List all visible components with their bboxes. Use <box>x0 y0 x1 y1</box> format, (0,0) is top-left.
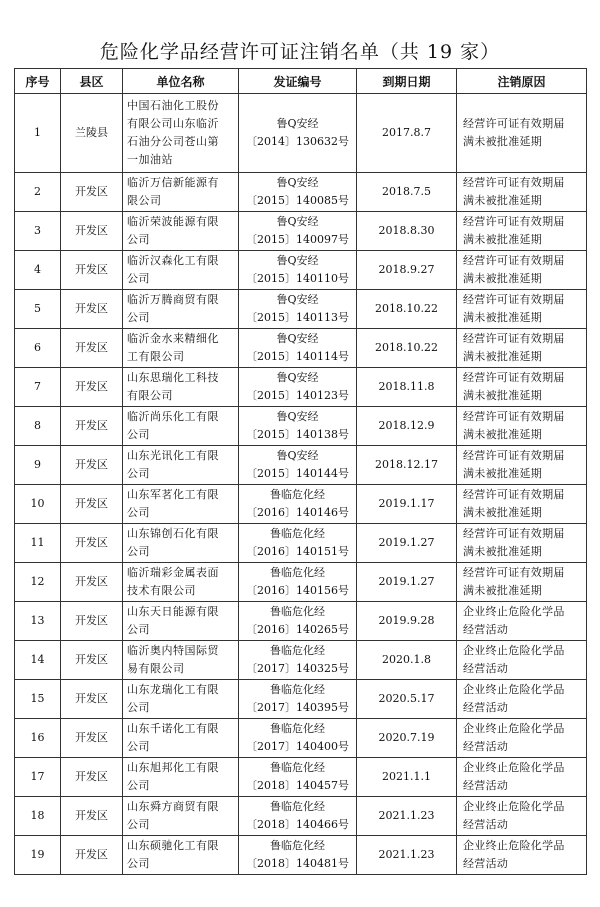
cell-county: 开发区 <box>61 368 123 407</box>
cell-company-name <box>123 329 239 368</box>
cell-revocation-reason <box>457 680 587 719</box>
table-row <box>15 758 587 797</box>
cell-revocation-reason-line: 经营许可证有效期届 <box>463 410 565 423</box>
cell-expiry-date: 2021.1.1 <box>357 758 457 797</box>
cell-cert-number-line: 鲁Q安经 <box>276 293 319 306</box>
cell-cert-number <box>239 602 357 641</box>
cell-county: 开发区 <box>61 173 123 212</box>
cell-number: 18 <box>15 797 61 836</box>
cell-cert-number-line: 鲁临危化经 <box>270 800 325 813</box>
table-row <box>15 173 587 212</box>
cell-company-name-line: 公司 <box>127 311 150 324</box>
cell-company-name-line: 临沂奥内特国际贸 <box>127 644 219 657</box>
cell-revocation-reason-line: 经营许可证有效期届 <box>463 215 565 228</box>
cell-number: 4 <box>15 251 61 290</box>
cell-revocation-reason-line: 经营许可证有效期届 <box>463 254 565 267</box>
cell-cert-number <box>239 797 357 836</box>
cell-cert-number-line: 鲁Q安经 <box>276 254 319 267</box>
table-row <box>15 329 587 368</box>
cell-revocation-reason-line: 经营许可证有效期届 <box>463 176 565 189</box>
cell-cert-number <box>239 407 357 446</box>
cell-cert-number <box>239 680 357 719</box>
cell-cert-number-line: 〔2018〕140466号 <box>246 818 349 831</box>
cell-company-name-line: 临沂瑞彩金属表面 <box>127 566 219 579</box>
header-county: 县区 <box>61 69 123 94</box>
cell-company-name <box>123 602 239 641</box>
cell-cert-number-line: 〔2015〕140085号 <box>246 194 349 207</box>
cell-revocation-reason-line: 企业终止危险化学品 <box>463 644 565 657</box>
cell-number: 1 <box>15 94 61 173</box>
cell-revocation-reason-line: 满未被批准延期 <box>463 350 543 363</box>
cell-cert-number <box>239 173 357 212</box>
cell-revocation-reason <box>457 329 587 368</box>
cell-county: 开发区 <box>61 212 123 251</box>
cell-cert-number-line: 〔2016〕140151号 <box>246 545 349 558</box>
cell-revocation-reason <box>457 407 587 446</box>
cell-county: 开发区 <box>61 524 123 563</box>
cell-cert-number-line: 〔2017〕140395号 <box>246 701 349 714</box>
cell-revocation-reason-line: 满未被批准延期 <box>463 428 543 441</box>
cell-revocation-reason-line: 满未被批准延期 <box>463 233 543 246</box>
cell-revocation-reason <box>457 524 587 563</box>
cell-expiry-date: 2019.1.17 <box>357 485 457 524</box>
cell-cert-number-line: 〔2015〕140114号 <box>246 350 349 363</box>
cell-revocation-reason-line: 经营活动 <box>463 701 509 714</box>
cell-expiry-date: 2020.1.8 <box>357 641 457 680</box>
table-row <box>15 719 587 758</box>
cell-company-name-line: 公司 <box>127 740 150 753</box>
cell-number: 14 <box>15 641 61 680</box>
cell-cert-number-line: 〔2018〕140481号 <box>246 857 349 870</box>
cell-revocation-reason-line: 企业终止危险化学品 <box>463 722 565 735</box>
cell-revocation-reason <box>457 251 587 290</box>
table-row <box>15 485 587 524</box>
cell-expiry-date: 2020.5.17 <box>357 680 457 719</box>
cell-number: 16 <box>15 719 61 758</box>
table-row <box>15 797 587 836</box>
header-row <box>15 69 587 94</box>
table-row <box>15 641 587 680</box>
header-reason: 注销原因 <box>457 69 587 94</box>
cell-cert-number-line: 鲁Q安经 <box>276 215 319 228</box>
cell-cert-number-line: 鲁Q安经 <box>276 117 319 130</box>
cell-cert-number-line: 鲁临危化经 <box>270 683 325 696</box>
cell-county: 开发区 <box>61 680 123 719</box>
cell-revocation-reason <box>457 797 587 836</box>
cell-company-name-line: 山东军茗化工有限 <box>127 488 219 501</box>
cell-cert-number <box>239 719 357 758</box>
cell-company-name-line: 临沂金水来精细化 <box>127 332 219 345</box>
cell-expiry-date: 2018.11.8 <box>357 368 457 407</box>
cell-revocation-reason-line: 满未被批准延期 <box>463 135 543 148</box>
cell-company-name-line: 石油分公司苍山第 <box>127 135 219 148</box>
cell-revocation-reason <box>457 758 587 797</box>
cell-company-name-line: 工有限公司 <box>127 350 185 363</box>
cell-company-name <box>123 212 239 251</box>
cell-number: 15 <box>15 680 61 719</box>
cell-company-name <box>123 173 239 212</box>
cell-company-name-line: 公司 <box>127 545 150 558</box>
cell-revocation-reason-line: 企业终止危险化学品 <box>463 800 565 813</box>
cell-company-name-line: 山东千诺化工有限 <box>127 722 219 735</box>
cell-revocation-reason <box>457 563 587 602</box>
cell-number: 12 <box>15 563 61 602</box>
cell-company-name-line: 临沂尚乐化工有限 <box>127 410 219 423</box>
cell-number: 3 <box>15 212 61 251</box>
cell-county: 开发区 <box>61 290 123 329</box>
cell-company-name-line: 山东硕驰化工有限 <box>127 839 219 852</box>
table-row <box>15 524 587 563</box>
cell-revocation-reason <box>457 368 587 407</box>
cell-company-name-line: 公司 <box>127 701 150 714</box>
cell-company-name <box>123 680 239 719</box>
cell-cert-number-line: 〔2015〕140123号 <box>246 389 349 402</box>
cell-cert-number <box>239 836 357 875</box>
cell-number: 10 <box>15 485 61 524</box>
cell-cert-number <box>239 485 357 524</box>
cell-cert-number <box>239 368 357 407</box>
cell-revocation-reason-line: 经营许可证有效期届 <box>463 449 565 462</box>
cell-company-name-line: 有限公司 <box>127 389 173 402</box>
cell-revocation-reason <box>457 290 587 329</box>
cell-company-name <box>123 719 239 758</box>
cell-county: 开发区 <box>61 836 123 875</box>
cell-revocation-reason-line: 经营活动 <box>463 623 509 636</box>
cell-cert-number-line: 〔2015〕140097号 <box>246 233 349 246</box>
cell-cert-number <box>239 524 357 563</box>
cell-county: 开发区 <box>61 485 123 524</box>
cell-company-name-line: 有限公司山东临沂 <box>127 117 219 130</box>
cell-revocation-reason-line: 满未被批准延期 <box>463 506 543 519</box>
cell-county: 开发区 <box>61 563 123 602</box>
table-row <box>15 602 587 641</box>
table-row <box>15 446 587 485</box>
cell-revocation-reason-line: 满未被批准延期 <box>463 194 543 207</box>
cell-revocation-reason-line: 满未被批准延期 <box>463 311 543 324</box>
table-row <box>15 407 587 446</box>
cell-company-name <box>123 524 239 563</box>
cell-company-name-line: 公司 <box>127 233 150 246</box>
cell-company-name-line: 山东舜方商贸有限 <box>127 800 219 813</box>
cell-revocation-reason-line: 满未被批准延期 <box>463 272 543 285</box>
cell-revocation-reason-line: 满未被批准延期 <box>463 389 543 402</box>
cell-company-name <box>123 94 239 173</box>
cell-cert-number-line: 〔2016〕140146号 <box>246 506 349 519</box>
cell-cert-number <box>239 563 357 602</box>
cell-revocation-reason-line: 经营许可证有效期届 <box>463 293 565 306</box>
cell-cert-number <box>239 94 357 173</box>
table-row <box>15 368 587 407</box>
cell-revocation-reason <box>457 212 587 251</box>
cell-company-name <box>123 563 239 602</box>
cell-number: 6 <box>15 329 61 368</box>
cell-company-name-line: 山东龙瑞化工有限 <box>127 683 219 696</box>
table-row <box>15 836 587 875</box>
cell-county: 开发区 <box>61 446 123 485</box>
cell-expiry-date: 2018.7.5 <box>357 173 457 212</box>
cell-county: 开发区 <box>61 641 123 680</box>
table-row <box>15 212 587 251</box>
header-number: 序号 <box>15 69 61 94</box>
document-title: 危险化学品经营许可证注销名单（共 19 家） <box>99 41 501 63</box>
cell-expiry-date: 2019.9.28 <box>357 602 457 641</box>
cell-number: 13 <box>15 602 61 641</box>
cell-company-name-line: 公司 <box>127 623 150 636</box>
cell-expiry-date: 2021.1.23 <box>357 797 457 836</box>
cell-cert-number-line: 鲁Q安经 <box>276 371 319 384</box>
cell-revocation-reason <box>457 94 587 173</box>
cell-cert-number-line: 鲁Q安经 <box>276 410 319 423</box>
cell-company-name-line: 临沂荣波能源有限 <box>127 215 219 228</box>
cell-number: 11 <box>15 524 61 563</box>
cell-revocation-reason <box>457 641 587 680</box>
cell-company-name-line: 临沂万腾商贸有限 <box>127 293 219 306</box>
cell-revocation-reason-line: 经营活动 <box>463 818 509 831</box>
cell-company-name-line: 山东光讯化工有限 <box>127 449 219 462</box>
cell-cert-number <box>239 329 357 368</box>
cell-cert-number <box>239 758 357 797</box>
cell-revocation-reason <box>457 446 587 485</box>
header-company: 单位名称 <box>123 69 239 94</box>
cell-company-name <box>123 485 239 524</box>
cell-company-name-line: 公司 <box>127 272 150 285</box>
table-row <box>15 94 587 173</box>
cell-expiry-date: 2019.1.27 <box>357 563 457 602</box>
cell-cert-number <box>239 446 357 485</box>
cell-cert-number-line: 〔2016〕140265号 <box>246 623 349 636</box>
cell-expiry-date: 2018.10.22 <box>357 290 457 329</box>
cell-company-name-line: 山东天日能源有限 <box>127 605 219 618</box>
cell-cert-number <box>239 641 357 680</box>
header-cert: 发证编号 <box>239 69 357 94</box>
cell-cert-number-line: 鲁临危化经 <box>270 722 325 735</box>
cell-cert-number-line: 〔2017〕140400号 <box>246 740 349 753</box>
cell-county: 开发区 <box>61 251 123 290</box>
cell-county: 开发区 <box>61 758 123 797</box>
cell-number: 8 <box>15 407 61 446</box>
cell-company-name <box>123 251 239 290</box>
cell-revocation-reason-line: 企业终止危险化学品 <box>463 605 565 618</box>
cell-revocation-reason-line: 经营活动 <box>463 857 509 870</box>
cell-expiry-date: 2018.8.30 <box>357 212 457 251</box>
cell-company-name-line: 一加油站 <box>127 153 173 166</box>
cell-company-name-line: 中国石油化工股份 <box>127 99 219 112</box>
cell-number: 9 <box>15 446 61 485</box>
cell-cert-number-line: 〔2015〕140113号 <box>246 311 349 324</box>
cell-county: 兰陵县 <box>61 94 123 173</box>
cell-revocation-reason-line: 经营许可证有效期届 <box>463 566 565 579</box>
cell-cert-number-line: 鲁临危化经 <box>270 644 325 657</box>
cell-cert-number <box>239 290 357 329</box>
cell-revocation-reason <box>457 602 587 641</box>
cell-number: 19 <box>15 836 61 875</box>
cell-number: 5 <box>15 290 61 329</box>
cell-company-name <box>123 836 239 875</box>
cell-company-name <box>123 641 239 680</box>
cell-cert-number <box>239 251 357 290</box>
cell-company-name-line: 临沂汉森化工有限 <box>127 254 219 267</box>
cell-cert-number-line: 鲁临危化经 <box>270 566 325 579</box>
cell-number: 17 <box>15 758 61 797</box>
cell-cert-number-line: 〔2016〕140156号 <box>246 584 349 597</box>
cell-cert-number-line: 鲁Q安经 <box>276 176 319 189</box>
cell-revocation-reason <box>457 485 587 524</box>
cell-cert-number-line: 鲁临危化经 <box>270 488 325 501</box>
cell-cert-number-line: 鲁临危化经 <box>270 839 325 852</box>
cell-cert-number-line: 鲁临危化经 <box>270 605 325 618</box>
cell-revocation-reason-line: 经营活动 <box>463 779 509 792</box>
cell-company-name-line: 公司 <box>127 779 150 792</box>
cell-revocation-reason <box>457 173 587 212</box>
cell-county: 开发区 <box>61 329 123 368</box>
cell-cert-number-line: 〔2018〕140457号 <box>246 779 349 792</box>
cell-company-name-line: 技术有限公司 <box>127 584 196 597</box>
cell-company-name-line: 公司 <box>127 818 150 831</box>
cell-cert-number-line: 鲁Q安经 <box>276 332 319 345</box>
cell-expiry-date: 2018.12.17 <box>357 446 457 485</box>
cell-company-name-line: 公司 <box>127 857 150 870</box>
cell-cert-number-line: 鲁Q安经 <box>276 449 319 462</box>
cell-cert-number-line: 〔2015〕140138号 <box>246 428 349 441</box>
cell-company-name-line: 公司 <box>127 506 150 519</box>
cell-company-name-line: 公司 <box>127 467 150 480</box>
cell-company-name-line: 山东旭邦化工有限 <box>127 761 219 774</box>
cell-expiry-date: 2019.1.27 <box>357 524 457 563</box>
cell-company-name-line: 山东锦创石化有限 <box>127 527 219 540</box>
cell-company-name-line: 临沂万信新能源有 <box>127 176 219 189</box>
table-body <box>15 94 587 875</box>
cell-expiry-date: 2020.7.19 <box>357 719 457 758</box>
cell-revocation-reason <box>457 836 587 875</box>
cell-county: 开发区 <box>61 719 123 758</box>
cell-revocation-reason-line: 经营许可证有效期届 <box>463 371 565 384</box>
cell-number: 7 <box>15 368 61 407</box>
cell-revocation-reason-line: 企业终止危险化学品 <box>463 761 565 774</box>
cell-revocation-reason-line: 经营许可证有效期届 <box>463 117 565 130</box>
cell-company-name-line: 限公司 <box>127 194 162 207</box>
cell-revocation-reason-line: 企业终止危险化学品 <box>463 683 565 696</box>
cell-cert-number-line: 鲁临危化经 <box>270 761 325 774</box>
cell-expiry-date: 2018.10.22 <box>357 329 457 368</box>
cell-expiry-date: 2017.8.7 <box>357 94 457 173</box>
revocation-table <box>14 68 587 875</box>
cell-cert-number-line: 〔2015〕140144号 <box>246 467 349 480</box>
cell-revocation-reason <box>457 719 587 758</box>
table-row <box>15 251 587 290</box>
cell-company-name <box>123 407 239 446</box>
cell-cert-number <box>239 212 357 251</box>
cell-revocation-reason-line: 满未被批准延期 <box>463 467 543 480</box>
cell-number: 2 <box>15 173 61 212</box>
cell-revocation-reason-line: 满未被批准延期 <box>463 545 543 558</box>
table-row <box>15 290 587 329</box>
cell-revocation-reason-line: 经营许可证有效期届 <box>463 488 565 501</box>
cell-expiry-date: 2018.12.9 <box>357 407 457 446</box>
cell-cert-number-line: 〔2015〕140110号 <box>246 272 349 285</box>
cell-county: 开发区 <box>61 407 123 446</box>
cell-cert-number-line: 〔2017〕140325号 <box>246 662 349 675</box>
cell-company-name <box>123 368 239 407</box>
header-expiry: 到期日期 <box>357 69 457 94</box>
cell-company-name <box>123 446 239 485</box>
cell-expiry-date: 2021.1.23 <box>357 836 457 875</box>
cell-revocation-reason-line: 经营许可证有效期届 <box>463 527 565 540</box>
cell-company-name-line: 公司 <box>127 428 150 441</box>
cell-expiry-date: 2018.9.27 <box>357 251 457 290</box>
cell-revocation-reason-line: 经营活动 <box>463 740 509 753</box>
cell-cert-number-line: 〔2014〕130632号 <box>246 135 349 148</box>
cell-company-name <box>123 290 239 329</box>
cell-county: 开发区 <box>61 797 123 836</box>
cell-company-name <box>123 797 239 836</box>
cell-company-name-line: 易有限公司 <box>127 662 185 675</box>
cell-revocation-reason-line: 企业终止危险化学品 <box>463 839 565 852</box>
cell-revocation-reason-line: 满未被批准延期 <box>463 584 543 597</box>
cell-company-name-line: 山东思瑞化工科技 <box>127 371 219 384</box>
cell-county: 开发区 <box>61 602 123 641</box>
table-row <box>15 563 587 602</box>
table-row <box>15 680 587 719</box>
cell-revocation-reason-line: 经营活动 <box>463 662 509 675</box>
cell-company-name <box>123 758 239 797</box>
cell-revocation-reason-line: 经营许可证有效期届 <box>463 332 565 345</box>
cell-cert-number-line: 鲁临危化经 <box>270 527 325 540</box>
